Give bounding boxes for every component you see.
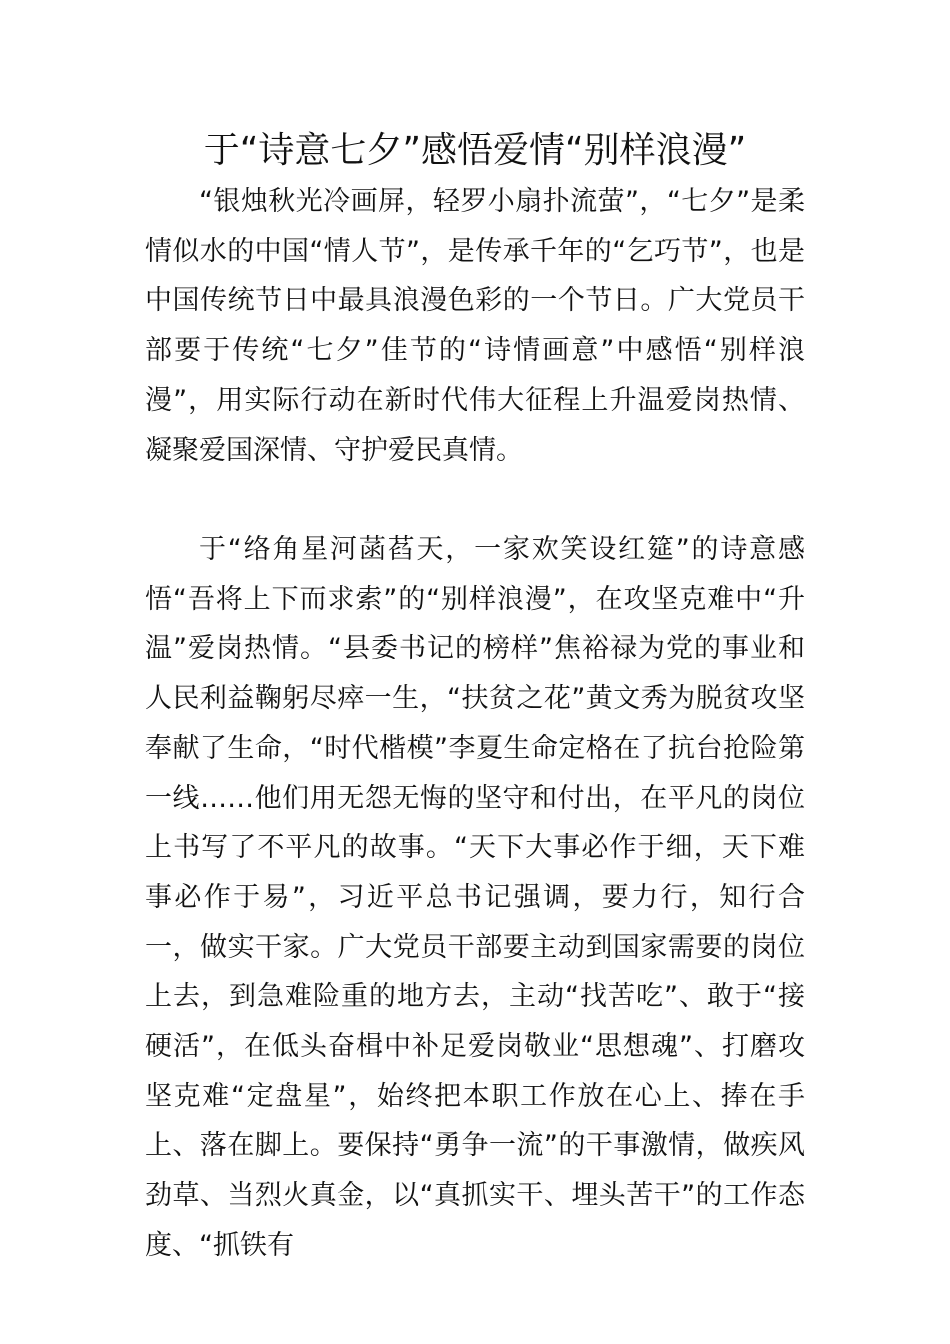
document-title: 于“诗意七夕”感悟爱情“别样浪漫” bbox=[203, 130, 747, 171]
paragraph-1: “银烛秋光冷画屏，轻罗小扇扑流萤”，“七夕”是柔情似水的中国“情人节”，是传承千年的“乞巧节”，也是中国传统节日中最具浪漫色彩的一个节日。广大党员干部要于传统“七夕”佳节的“诗情画意”中感悟“别样浪漫”，用实际行动在新时代伟大征程上升温爱岗热情、凝聚爱国深情、守护爱民真情。 bbox=[145, 186, 805, 466]
paragraph-2: 于“络角星河菡萏天，一家欢笑设红筵”的诗意感悟“吾将上下而求索”的“别样浪漫”，在攻坚克难中“升温”爱岗热情。“县委书记的榜样”焦裕禄为党的事业和人民利益鞠躬尽瘁一生，“扶贫之花”黄文秀为脱贫攻坚奉献了生命，“时代楷模”李夏生命定格在了抗台抢险第一线……他们用无怨无悔的坚守和付出，在平凡的岗位上书写了不平凡的故事。“天下大事必作于细，天下难事必作于易”，习近平总书记强调，要力行，知行合一，做实干家。广大党员干部要主动到国家需要的岗位上去，到急难险重的地方去，主动“找苦吃”、敢于“接硬活”，在低头奋楫中补足爱岗敬业“思想魂”、打磨攻坚克难“定盘星”，始终把本职工作放在心上、捧在手上、落在脚上。要保持“勇争一流”的干事激情，做疾风劲草、当烈火真金，以“真抓实干、埋头苦干”的工作态度、“抓铁有 bbox=[145, 534, 805, 1261]
